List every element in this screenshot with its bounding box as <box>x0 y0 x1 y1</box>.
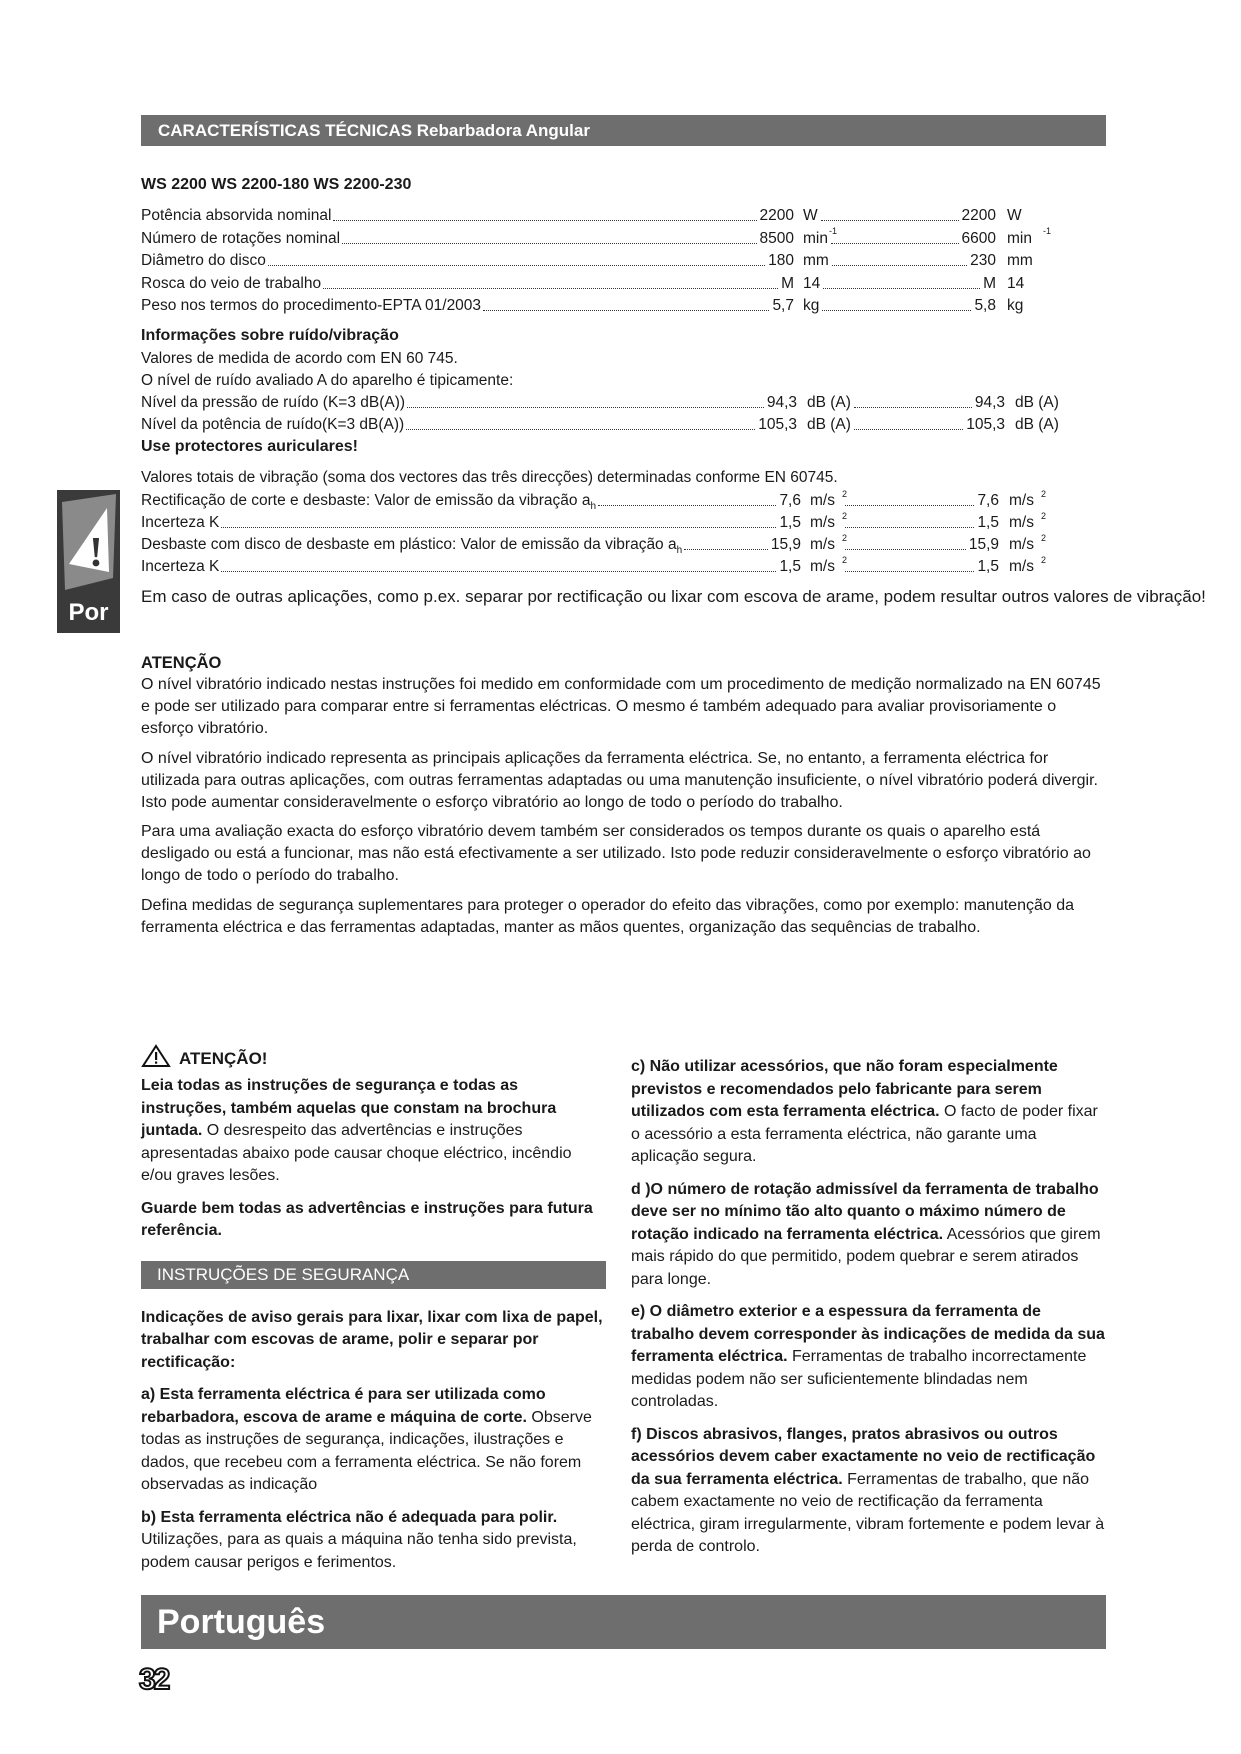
vibration-label: Incerteza K <box>141 558 220 575</box>
spec-leader-dots <box>333 220 756 221</box>
vibration-leader-dots <box>221 527 776 528</box>
noise-unit-1: dB (A) <box>807 394 851 411</box>
noise-unit-1: dB (A) <box>807 416 851 433</box>
spec-value-2: 230 <box>970 252 996 269</box>
spec-unit-1: mm <box>803 252 829 269</box>
vibration-value-1: 7,6 <box>779 492 801 509</box>
spec-unit-2: 14 <box>1007 274 1025 292</box>
model-names: WS 2200 WS 2200-180 WS 2200-230 <box>141 176 412 193</box>
atencao-heading: ATENÇÃO <box>141 654 222 672</box>
general-warnings-heading: Indicações de aviso gerais para lixar, lixar com lixa de papel, trabalhar com escovas de arame, polir e separar por rectificação: <box>141 1308 603 1371</box>
noise-heading: Informações sobre ruído/vibração <box>141 327 399 344</box>
vibration-label: Desbaste com disco de desbaste em plástico: Valor de emissão da vibração $a_h$ <box>141 536 683 557</box>
spec-leader-dots <box>323 288 778 289</box>
noise-label: Nível da potência de ruído(K=3 dB(A)) <box>141 416 405 433</box>
noise-unit-2: dB (A) <box>1015 416 1059 433</box>
vibration-value-1: 15,9 <box>770 536 801 553</box>
side-tab-label: Por <box>68 599 109 626</box>
spec-unit-2: mm <box>1007 252 1033 269</box>
noise-label: Nível da pressão de ruído (K=3 dB(A)) <box>141 394 406 411</box>
noise-row <box>141 392 1091 414</box>
safety-warning-bold: Leia todas as instruções de segurança e todas as instruções, também aquelas que constam na brochura juntada. <box>141 1077 557 1139</box>
technical-specs-header-bar <box>141 115 1106 146</box>
vibration-row: Desbaste com disco de desbaste em plástico: Valor de emissão da vibração $a_h$ 15,9 m/s 2 15,9 m/s 2 <box>141 534 1091 556</box>
spec-row <box>141 273 1091 295</box>
vibration-unit-2: m/s <box>1009 536 1034 553</box>
vibration-unit-1: m/s <box>810 558 835 575</box>
spec-unit-1: min <box>803 229 828 247</box>
spec-leader-dots <box>342 243 756 244</box>
vibration-value-2: 1,5 <box>977 514 999 531</box>
vibration-leader-dots <box>221 571 776 572</box>
item-d-bold: d )O número de rotação admissível da ferramenta de trabalho deve ser no mínimo tão alto quanto o máximo número de rotação indicado na ferramenta eléctrica. <box>631 1180 1099 1243</box>
noise-value-1: 105,3 <box>758 416 797 433</box>
vibration-unit-1: m/s <box>810 536 835 553</box>
safety-instructions-bar <box>141 1261 606 1289</box>
page-number: 32 <box>139 1663 169 1696</box>
ear-protection-note: Use protectores auriculares! <box>141 438 358 455</box>
spec-row <box>141 295 1091 317</box>
item-a-bold: a) Esta ferramenta eléctrica é para ser utilizada como rebarbadora, escova de arame e máquina de corte. <box>141 1386 546 1426</box>
safety-warning-heading <box>141 1044 606 1075</box>
spec-value-2: M <box>983 274 996 292</box>
vibration-note: Em caso de outras aplicações, como p.ex. separar por rectificação ou lixar com escova de arame, podem resultar outros valores de vibração! <box>141 587 1206 606</box>
item-f-text: Ferramentas de trabalho, que não cabem exactamente no veio de rectificação da ferramenta eléctrica, giram irregularmente, vibram fortemente e podem levar à perda de controlo. <box>631 1470 1105 1555</box>
noise-row <box>141 414 1091 436</box>
language-footer-bar <box>141 1595 1106 1649</box>
spec-label: Potência absorvida nominal <box>141 207 332 224</box>
spec-leader-dots <box>268 265 765 266</box>
spec-unit-2: W <box>1007 207 1022 224</box>
spec-unit-2: kg <box>1007 297 1024 314</box>
item-b <box>141 1507 606 1575</box>
svg-text:!: ! <box>89 530 103 576</box>
item-a-text: Observe todas as instruções de segurança, indicações, ilustrações e dados, que recebeu com a ferramenta eléctrica. Se não forem observadas as indicação <box>141 1408 592 1493</box>
item-c <box>631 1056 1106 1169</box>
safety-instructions-title: INSTRUÇÕES DE SEGURANÇA <box>157 1264 410 1284</box>
atencao-paragraph-1: O nível vibratório indicado nestas instruções foi medido em conformidade com um procedimento de medição normalizado na EN 60745 e pode ser utilizado para comparar entre si ferramentas eléctricas. O mesmo é também adequado para avaliar provisoriamente o esforço vibratório. <box>141 676 1101 737</box>
spec-value-2: 2200 <box>961 207 996 224</box>
item-e <box>631 1301 1106 1414</box>
atencao-paragraph-4: Defina medidas de segurança suplementares para proteger o operador do efeito das vibrações, como por exemplo: manutenção da ferramenta eléctrica e das ferramentas adaptadas, manter as mãos quentes, organização das sequências de trabalho. <box>141 897 1075 936</box>
vibration-value-1: 1,5 <box>779 514 801 531</box>
keep-instructions-note: Guarde bem todas as advertências e instruções para futura referência. <box>141 1199 593 1239</box>
atencao-paragraph-2: O nível vibratório indicado representa as principais aplicações da ferramenta eléctrica. Se, no entanto, a ferramenta eléctrica for utilizada para outras aplicações, com outras ferramentas adaptadas ou uma manutenção insuficiente, o nível vibratório poderá divergir. Isto pode aumentar consideravelmente o esforço vibratório ao longo de todo o período do trabalho. <box>141 750 1098 811</box>
technical-specs-title: CARACTERÍSTICAS TÉCNICAS Rebarbadora Angular <box>158 121 590 140</box>
vibration-unit-2: m/s <box>1009 558 1034 575</box>
vibration-label: Rectificação de corte e desbaste: Valor de emissão da vibração $a_h$ <box>141 492 597 513</box>
spec-unit-1: W <box>803 207 818 224</box>
item-a <box>141 1384 606 1497</box>
warning-icon <box>141 1044 171 1075</box>
spec-leader-dots <box>483 310 769 311</box>
item-c-bold: c) Não utilizar acessórios, que não foram especialmente previstos e recomendados pelo fabricante para serem utilizados com esta ferramenta eléctrica. <box>631 1058 1058 1120</box>
spec-row <box>141 205 1091 227</box>
item-d <box>631 1179 1106 1292</box>
spec-label: Peso nos termos do procedimento-EPTA 01/2003 <box>141 297 482 314</box>
vibration-unit-2: m/s <box>1009 492 1034 509</box>
vibration-row: Incerteza K 1,5 m/s 2 1,5 m/s 2 <box>141 512 1091 534</box>
noise-leader-dots <box>407 407 764 408</box>
noise-unit-2: dB (A) <box>1015 394 1059 411</box>
vibration-value-1: 1,5 <box>779 558 801 575</box>
vibration-intro: Valores totais de vibração (soma dos vectores das três direcções) determinadas conforme EN 60745. <box>141 469 838 486</box>
spec-label: Rosca do veio de trabalho <box>141 274 322 292</box>
language-title: Português <box>157 1603 326 1641</box>
safety-warning-text <box>141 1075 606 1188</box>
item-b-text: Utilizações, para as quais a máquina não tenha sido prevista, podem causar perigos e ferimentos. <box>141 1531 577 1571</box>
vibration-row: Rectificação de corte e desbaste: Valor de emissão da vibração $a_h$ 7,6 m/s 2 7,6 m/s 2 <box>141 490 1091 512</box>
vibration-label-subscript: h <box>590 501 597 513</box>
vibration-row: Incerteza K 1,5 m/s 2 1,5 m/s 2 <box>141 556 1091 578</box>
vibration-unit-1: m/s <box>810 514 835 531</box>
spec-value-1: 180 <box>768 252 794 269</box>
vibration-value-2: 15,9 <box>968 536 999 553</box>
spec-value-1: 8500 <box>759 229 794 247</box>
item-f <box>631 1424 1106 1559</box>
noise-line-1: Valores de medida de acordo com EN 60 745. <box>141 350 458 367</box>
spec-value-2: 5,8 <box>974 297 996 314</box>
vibration-label: Incerteza K <box>141 514 220 531</box>
spec-value-1: 5,7 <box>772 297 794 314</box>
warning-triangle-icon <box>59 494 118 594</box>
item-b-bold: b) Esta ferramenta eléctrica não é adequada para polir. <box>141 1508 558 1526</box>
spec-label: Diâmetro do disco <box>141 252 266 269</box>
left-column <box>141 1044 606 1584</box>
item-f-bold: f) Discos abrasivos, flanges, pratos abrasivos ou outros acessórios devem caber exactamente no veio de rectificação da sua ferramenta eléctrica. <box>631 1425 1096 1488</box>
atencao-paragraph-3: Para uma avaliação exacta do esforço vibratório devem também ser considerados os tempos durante os quais o aparelho está desligado ou está a funcionar, mas não está efectivamente a ser utilizado. Isto pode reduzir consideravelmente o esforço vibratório ao longo de todo o período do trabalho. <box>141 823 1091 884</box>
language-side-tab <box>57 490 120 633</box>
spec-unit-1: kg <box>803 297 820 314</box>
noise-line-2: O nível de ruído avaliado A do aparelho é tipicamente: <box>141 372 514 389</box>
safety-warning-normal: O desrespeito das advertências e instruções apresentadas abaixo pode causar choque eléctrico, incêndio e/ou graves lesões. <box>141 1122 572 1184</box>
spec-value-1: 2200 <box>759 207 794 224</box>
item-e-bold: e) O diâmetro exterior e a espessura da ferramenta de trabalho devem corresponder às indicações de medida da sua ferramenta eléctrica. <box>631 1303 1105 1365</box>
spec-label: Número de rotações nominal <box>141 229 341 247</box>
spec-unit-2: min <box>1007 229 1032 247</box>
vibration-value-2: 7,6 <box>977 492 999 509</box>
noise-value-2: 105,3 <box>966 416 1005 433</box>
item-c-text: O facto de poder fixar o acessório a esta ferramenta eléctrica, não garante uma aplicação segura. <box>631 1103 1098 1165</box>
item-d-text: Acessórios que girem mais rápido do que permitido, podem quebrar e serem atirados para longe. <box>631 1225 1101 1288</box>
noise-value-2: 94,3 <box>974 394 1005 411</box>
spec-row: Número de rotações nominal 8500 min 6600 min -1 -1 <box>141 228 1091 250</box>
vibration-value-2: 1,5 <box>977 558 999 575</box>
vibration-unit-1: m/s <box>810 492 835 509</box>
spec-value-2: 6600 <box>961 229 996 247</box>
vibration-label-subscript: h <box>676 545 683 557</box>
vibration-unit-2: m/s <box>1009 514 1034 531</box>
noise-value-1: 94,3 <box>766 394 797 411</box>
right-column <box>631 1056 1106 1569</box>
spec-value-1: M <box>781 274 794 292</box>
item-e-text: Ferramentas de trabalho incorrectamente medidas podem não ser suficientemente blindadas nem controladas. <box>631 1348 1087 1410</box>
spec-row <box>141 250 1091 272</box>
safety-warning-title: ATENÇÃO! <box>179 1049 268 1068</box>
noise-leader-dots <box>406 429 755 430</box>
spec-unit-1: 14 <box>803 274 821 292</box>
